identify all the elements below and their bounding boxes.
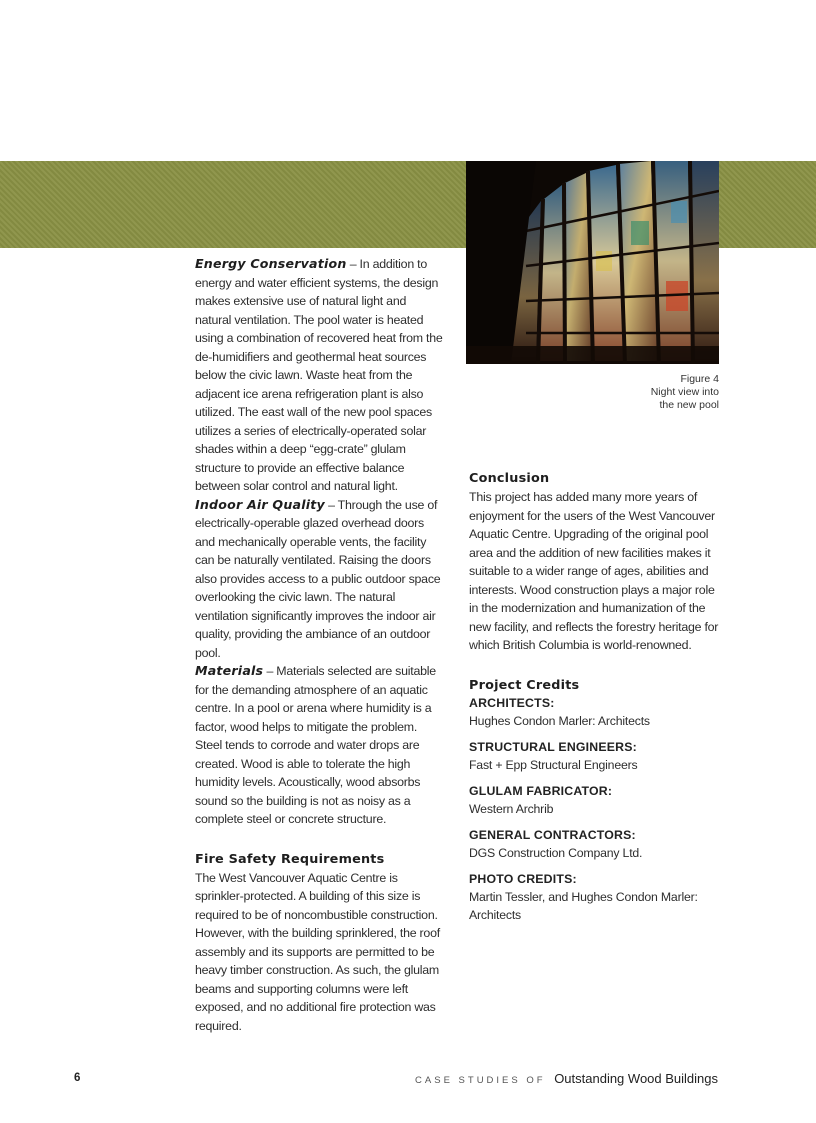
fire-safety-heading: Fire Safety Requirements <box>195 851 385 867</box>
page-number: 6 <box>74 1072 81 1084</box>
credit-item-structural-engineers <box>469 739 724 774</box>
footer-title: Outstanding Wood Buildings <box>554 1071 718 1086</box>
credit-label: GLULAM FABRICATOR: <box>469 783 613 798</box>
credit-item-general-contractors <box>469 827 724 862</box>
energy-conservation-heading: Energy Conservation <box>195 256 347 271</box>
pool-night-photo <box>466 161 719 364</box>
credit-value: Western Archrib <box>469 801 554 816</box>
credit-item-photo-credits <box>469 871 724 924</box>
figure-caption-line-2: the new pool <box>659 399 719 411</box>
credit-label: ARCHITECTS: <box>469 695 555 710</box>
figure-label: Figure 4 <box>680 373 719 385</box>
conclusion-heading: Conclusion <box>469 471 550 486</box>
indoor-air-quality-heading: Indoor Air Quality <box>195 496 325 512</box>
credit-value: DGS Construction Company Ltd. <box>469 845 643 860</box>
credit-value: Hughes Condon Marler: Architects <box>469 713 650 728</box>
credit-item-architects <box>469 695 724 730</box>
credit-value: Martin Tessler, and Hughes Condon Marler: Architects <box>469 889 698 922</box>
credit-label: PHOTO CREDITS: <box>469 871 577 886</box>
figure-caption-line-1: Night view into <box>650 386 719 398</box>
left-column <box>195 255 445 1035</box>
materials-text: – Materials selected are suitable for the demanding atmosphere of an aquatic centre. In a pool or arena where humidity is a factor, wood helps to mitigate the problem. Steel tends to corrode and water drops are created. Wood is able to tolerate the high humidity levels. Acoustically, wood absorbs sound so the building is not as noisy as a complete steel or concrete structure. <box>195 664 436 826</box>
credit-item-glulam-fabricator <box>469 783 724 818</box>
running-footer <box>415 1071 718 1086</box>
indoor-air-quality-paragraph <box>195 496 445 663</box>
energy-conservation-text: – In addition to energy and water efficient systems, the design makes extensive use of natural light and natural ventilation. The pool water is heated using a combination of recovered heat from the de-humidifiers and geothermal heat sources below the civic lawn. Waste heat from the adjacent ice arena refrigeration plant is also utilized. The east wall of the new pool spaces utilizes a series of electrically-operated solar shades within a deep “egg-crate” glulam structure to provide an effective balance between solar control and natural light. <box>195 257 443 493</box>
project-credits-heading: Project Credits <box>469 677 580 693</box>
materials-paragraph <box>195 662 445 829</box>
right-column <box>469 470 724 924</box>
indoor-air-quality-text: – Through the use of electrically-operable glazed overhead doors and mechanically operable vents, the facility can be naturally ventilated. Raising the doors also provides access to a public outdoor space overlooking the civic lawn. The natural ventilation significantly improves the indoor air quality, providing the ambiance of an outdoor pool. <box>195 497 441 660</box>
energy-conservation-paragraph <box>195 255 445 496</box>
footer-series: CASE STUDIES OF <box>415 1075 546 1086</box>
pool-night-photo-graphic <box>466 161 719 364</box>
conclusion-text: This project has added many more years of enjoyment for the users of the West Vancouver Aquatic Centre. Upgrading of the original pool area and the addition of new facilities makes it suitable to a wider range of ages, abilities and interests. Wood construction plays a major role in the modernization and humanization of the new facility, and reflects the forestry heritage for which British Columbia is world-renowned. <box>469 490 719 652</box>
materials-heading: Materials <box>195 663 264 678</box>
credit-label: STRUCTURAL ENGINEERS: <box>469 739 637 754</box>
fire-safety-text: The West Vancouver Aquatic Centre is sprinkler-protected. A building of this size is required to be of noncombustible construction. However, with the building sprinklered, the roof assembly and its supports are permitted to be heavy timber construction. As such, the glulam beams and supporting columns were left exposed, and no additional fire protection was required. <box>195 870 440 1033</box>
credit-label: GENERAL CONTRACTORS: <box>469 827 636 842</box>
figure-caption <box>560 373 719 412</box>
credit-value: Fast + Epp Structural Engineers <box>469 757 638 772</box>
